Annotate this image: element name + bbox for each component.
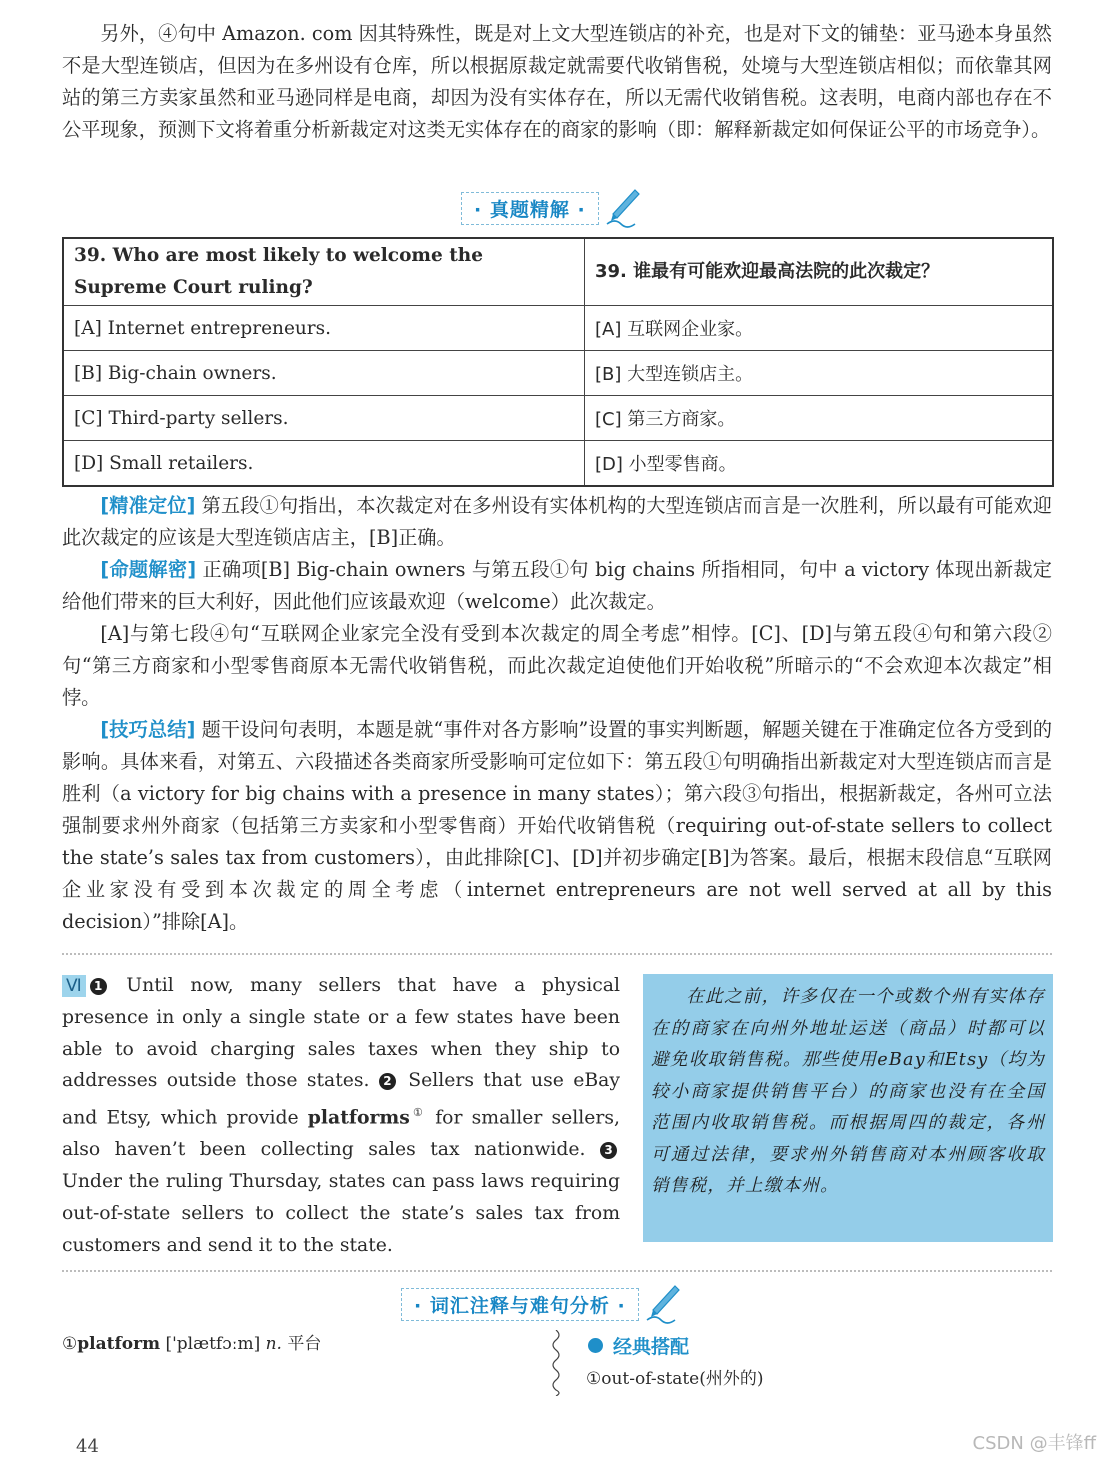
sentence-2b: for smaller sellers, also haven’t been collecting sales tax nationwide. — [62, 1107, 620, 1161]
translation-box — [643, 974, 1053, 1242]
analysis-wrong-options: [A]与第七段④句“互联网企业家完全没有受到本次裁定的周全考虑”相悖。[C]、[D]与第五段④句和第六段②句“第三方商家和小型零售商原本无需代收销售税，而此次裁定迫使他们开始收税”所暗示的“不会欢迎本次裁定”相悖。 — [62, 622, 1052, 709]
question-table — [62, 237, 1054, 487]
keyword-platforms: platforms — [307, 1106, 410, 1129]
option-row-b — [63, 351, 1053, 396]
secret-text: 正确项[B] Big-chain owners 与第五段①句 big chains 所指相同，句中 a victory 体现出新裁定给他们带来的巨大利好，因此他们应该最欢迎（welcome）此次裁定。 — [62, 558, 1052, 613]
wavy-divider — [548, 1330, 564, 1396]
collocation-item: ①out-of-state(州外的) — [586, 1369, 764, 1389]
option-row-d — [63, 441, 1053, 487]
translation-text: 在此之前，许多仅在一个或数个州有实体存在的商家在向州外地址运送（商品）时都可以避免收取销售税。那些使用eBay和Etsy（均为较小商家提供销售平台）的商家也没有在全国范围内收取销售税。而根据周四的裁定，各州可通过法律，要求州外销售商对本州顾客收取销售税，并上缴本州。 — [651, 987, 1045, 1196]
intro-paragraph: 另外，④句中 Amazon. com 因其特殊性，既是对上文大型连锁店的补充，也是对下文的铺垫：亚马逊本身虽然不是大型连锁店，但因为在多州设有仓库，所以根据原裁定就需要代收销售税，处境与大型连锁店相似；而依靠其网站的第三方卖家虽然和亚马逊同样是电商，却因为没有实体存在，所以无需代收销售税。这表明，电商内部也存在不公平现象，预测下文将着重分析新裁定对这类无实体存在的商家的影响（即：解释新裁定如何保证公平的市场竞争）。 — [62, 22, 1052, 141]
analysis-locate — [62, 490, 1052, 554]
option-d-en: [D] Small retailers. — [63, 441, 585, 487]
divider — [62, 1270, 1052, 1272]
vocab-word: platform — [77, 1334, 161, 1354]
question-stem-row — [63, 238, 1053, 306]
sentence-2a: Sellers that use eBay and Etsy, which provide — [62, 1070, 620, 1129]
question-stem-cn: 39. 谁最有可能欢迎最高法院的此次裁定？ — [585, 238, 1054, 306]
section-title: · 真题精解 · — [461, 192, 599, 225]
vocab-meaning: 平台 — [281, 1334, 322, 1354]
option-b-en: [B] Big-chain owners. — [63, 351, 585, 396]
analysis-secret — [62, 554, 1052, 618]
option-a-en: [A] Internet entrepreneurs. — [63, 306, 585, 351]
question-stem-en: 39. Who are most likely to welcome the Supreme Court ruling? — [63, 238, 585, 306]
passage-paragraph-6 — [62, 970, 620, 1261]
option-d-cn: [D] 小型零售商。 — [585, 441, 1054, 487]
sentence-3: Under the ruling Thursday, states can pass laws requiring out-of-state sellers to collect the state’s sales tax from customers and send it to the state. — [62, 1171, 620, 1256]
analysis-skill — [62, 714, 1052, 938]
collocation-title: 经典搭配 — [613, 1336, 690, 1358]
option-c-en: [C] Third-party sellers. — [63, 396, 585, 441]
collocation-header — [588, 1332, 689, 1359]
footnote-marker: ① — [409, 1106, 427, 1120]
watermark: CSDN @丰锋ff — [972, 1433, 1096, 1454]
divider — [62, 953, 1052, 955]
paragraph-number-badge: Ⅵ — [62, 975, 86, 997]
vocab-pos: n. — [265, 1334, 282, 1354]
section-header-vocab — [401, 1284, 681, 1324]
bullet-icon — [588, 1338, 603, 1353]
option-c-cn: [C] 第三方商家。 — [585, 396, 1054, 441]
skill-text: 题干设问句表明，本题是就“事件对各方影响”设置的事实判断题，解题关键在于准确定位各方受到的影响。具体来看，对第五、六段描述各类商家所受影响可定位如下：第五段①句明确指出新裁定对大型连锁店而言是胜利（a victory for big chains with a presence in many states）；第六段③句指出，根据新裁定，各州可立法强制要求州外商家（包括第三方卖家和小型零售商）开始代收销售税（requiring out-of-state sellers to collect the state’s sales tax from customers），由此排除[C]、[D]并初步确定[B]为答案。最后，根据末段信息“互联网企业家没有受到本次裁定的周全考虑（internet entrepreneurs are not well served at all by this decision）”排除[A]。 — [62, 718, 1053, 933]
vocab-entry — [62, 1329, 321, 1354]
option-a-cn: [A] 互联网企业家。 — [585, 306, 1054, 351]
sentence-number-3: 3 — [600, 1142, 617, 1159]
option-b-cn: [B] 大型连锁店主。 — [585, 351, 1054, 396]
vocab-number: ① — [62, 1334, 78, 1354]
sentence-number-2: 2 — [379, 1073, 396, 1090]
locate-text: 第五段①句指出，本次裁定对在多州设有实体机构的大型连锁店而言是一次胜利，所以最有可能欢迎此次裁定的应该是大型连锁店店主，[B]正确。 — [62, 494, 1052, 549]
option-row-a — [63, 306, 1053, 351]
section-header-exam-analysis — [461, 188, 641, 228]
sentence-number-1: 1 — [90, 978, 107, 995]
option-row-c — [63, 396, 1053, 441]
section-title: · 词汇注释与难句分析 · — [401, 1288, 639, 1321]
pen-icon — [605, 188, 641, 228]
locate-tag: [精准定位] — [100, 494, 196, 517]
skill-tag: [技巧总结] — [100, 718, 196, 741]
secret-tag: [命题解密] — [100, 558, 197, 581]
sentence-1: Until now, many sellers that have a physical presence in only a single state or a few states have been able to avoid charging sales taxes when they ship to addresses outside those states. — [62, 975, 620, 1092]
pen-icon — [645, 1284, 681, 1324]
vocab-phonetic: ['plætfɔːm] — [160, 1334, 266, 1354]
page-number: 44 — [76, 1436, 99, 1457]
